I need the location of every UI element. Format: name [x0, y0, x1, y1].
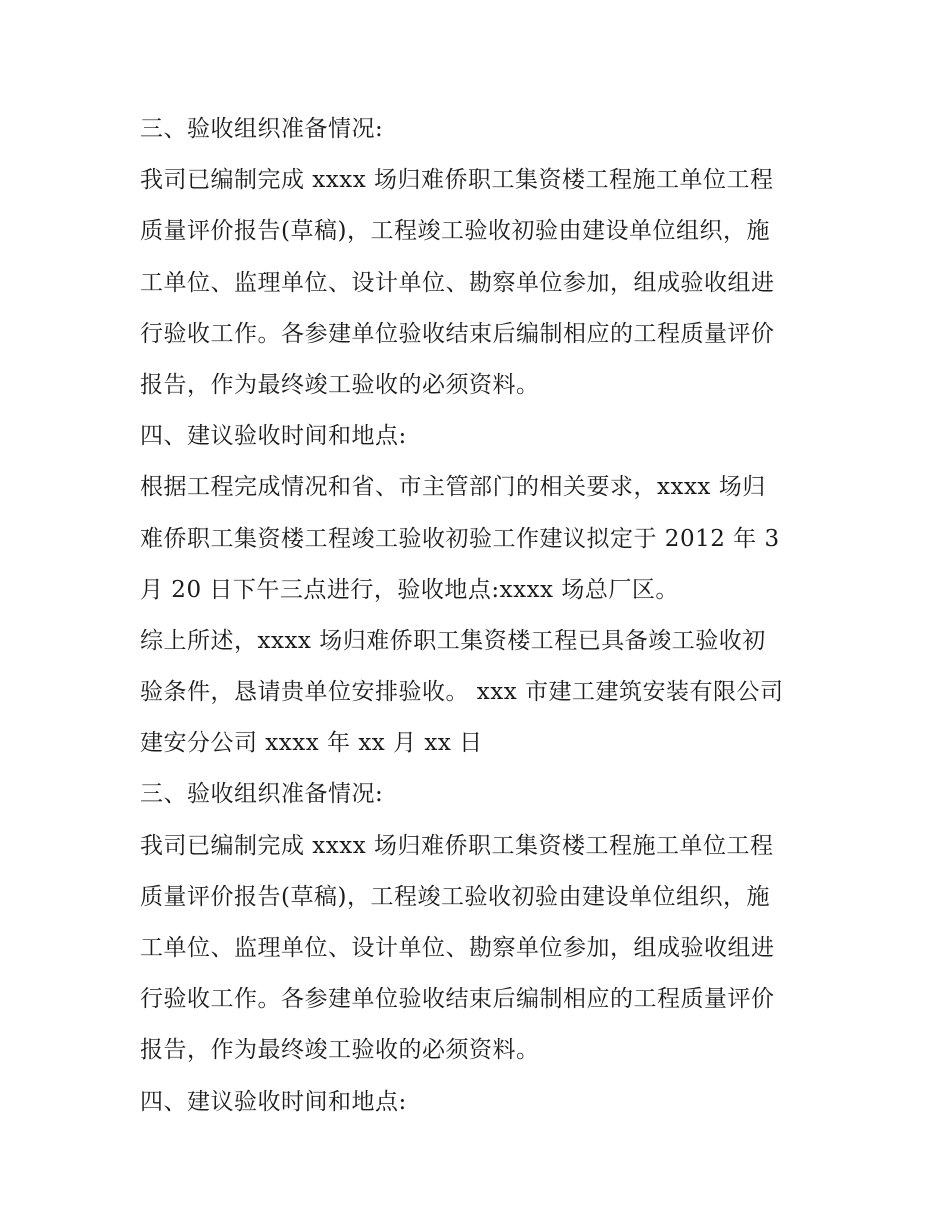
paragraph-line: 报告，作为最终竣工验收的必须资料。: [140, 1037, 540, 1064]
paragraph-line: 行验收工作。各参建单位验收结束后编制相应的工程质量评价: [140, 320, 775, 347]
paragraph-line: 报告，作为最终竣工验收的必须资料。: [140, 371, 540, 398]
paragraph-line: 综上所述，xxxx 场归难侨职工集资楼工程已具备竣工验收初: [140, 627, 766, 654]
paragraph-line: 难侨职工集资楼工程竣工验收初验工作建议拟定于 2012 年 3: [140, 525, 780, 552]
paragraph-line: 工单位、监理单位、设计单位、勘察单位参加，组成验收组进: [140, 935, 775, 961]
section-heading-4: 四、建议验收时间和地点:: [140, 423, 407, 450]
paragraph-line: 根据工程完成情况和省、市主管部门的相关要求，xxxx 场归: [140, 474, 766, 501]
paragraph-line: 我司已编制完成 xxxx 场归难侨职工集资楼工程施工单位工程: [140, 167, 774, 194]
section-heading-4: 四、建议验收时间和地点:: [140, 1088, 407, 1115]
paragraph-line: 工单位、监理单位、设计单位、勘察单位参加，组成验收组进: [140, 269, 775, 296]
paragraph-line: 行验收工作。各参建单位验收结束后编制相应的工程质量评价: [140, 986, 775, 1013]
paragraph-line: 我司已编制完成 xxxx 场归难侨职工集资楼工程施工单位工程: [140, 832, 774, 859]
section-heading-3: 三、验收组织准备情况:: [140, 781, 384, 808]
document-body: [140, 104, 820, 1128]
paragraph-line: 质量评价报告(草稿)，工程竣工验收初验由建设单位组织，施: [140, 218, 770, 245]
section-heading-3: 三、验收组织准备情况:: [140, 116, 384, 142]
paragraph-line: 质量评价报告(草稿)，工程竣工验收初验由建设单位组织，施: [140, 883, 770, 910]
paragraph-line: 月 20 日下午三点进行，验收地点:xxxx 场总厂区。: [140, 576, 679, 603]
paragraph-line: 验条件，恳请贵单位安排验收。 xxx 市建工建筑安装有限公司: [140, 679, 784, 706]
signature-date-line: 建安分公司 xxxx 年 xx 月 xx 日: [140, 730, 483, 757]
